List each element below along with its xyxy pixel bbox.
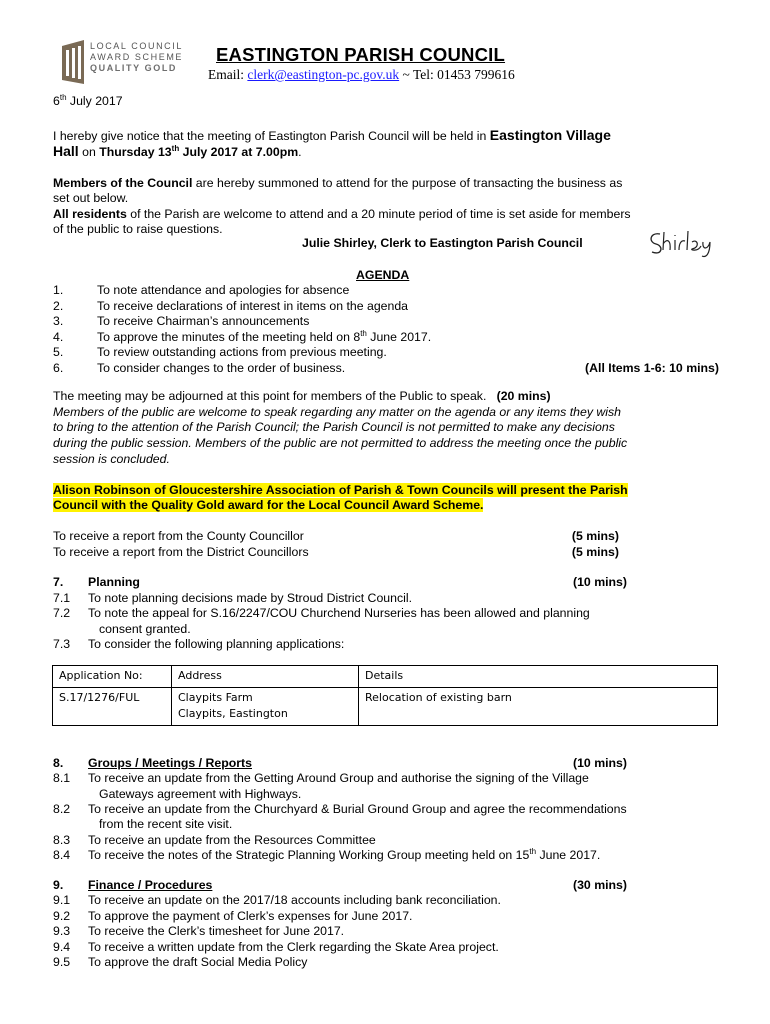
- planning-heading: Planning: [88, 575, 140, 589]
- application-address: Claypits Farm Claypits, Eastington: [172, 688, 359, 726]
- finance-item: To approve the draft Social Media Policy: [88, 955, 308, 969]
- header-details: Details: [359, 666, 718, 688]
- members-line-2: set out below.: [53, 191, 129, 205]
- planning-section: 7. Planning (10 mins) 7.1 To note planning decisions made by Stroud District Council. 7.2 To note the appeal for S.16/2247/COU Churchend Nurseries has been allowed and planning consent granted. 7.3 To consider the following planning applications:: [53, 575, 627, 651]
- public-notice-line: to bring to the attention of the Parish Council; the Parish Council is not permitted to make any decisions: [53, 420, 615, 434]
- application-details: Relocation of existing barn: [359, 688, 718, 726]
- planning-item-cont: consent granted.: [99, 621, 191, 636]
- residents-line-1: All residents of the Parish are welcome to attend and a 20 minute period of time is set aside for members: [53, 207, 631, 221]
- planning-item: To consider the following planning applications:: [88, 637, 345, 651]
- groups-item: To receive an update from the Churchyard & Burial Ground Group and agree the recommendations: [88, 801, 627, 816]
- table-header-row: [53, 666, 718, 688]
- district-report-time: (5 mins): [571, 544, 619, 559]
- header-address: Address: [172, 666, 359, 688]
- finance-heading: Finance / Procedures: [88, 878, 213, 892]
- award-announcement-line: Council with the Quality Gold award for the Local Council Award Scheme.: [53, 498, 484, 512]
- logo-text: [90, 41, 183, 74]
- planning-item: To note the appeal for S.16/2247/COU Churchend Nurseries has been allowed and planning: [88, 606, 590, 620]
- groups-heading: Groups / Meetings / Reports: [88, 756, 252, 770]
- agenda-items-time: (All Items 1-6: 10 mins): [585, 360, 719, 375]
- groups-item: To receive the notes of the Strategic Planning Working Group meeting held on 15th June 2017.: [88, 846, 601, 862]
- clerk-signature: [646, 228, 718, 258]
- logo-line-1: LOCAL COUNCIL: [90, 41, 183, 51]
- groups-item-cont: Gateways agreement with Highways.: [99, 786, 302, 801]
- residents-line-2: of the public to raise questions.: [53, 222, 223, 236]
- finance-item: To approve the payment of Clerk’s expenses for June 2017.: [88, 908, 413, 923]
- finance-section: 9. Finance / Procedures (30 mins) 9.1 To receive an update on the 2017/18 accounts including bank reconciliation. 9.2 To approve the payment of Clerk’s expenses for June 2017. 9.3 To receive the Clerk’s timesheet for June 2017. 9.4 To receive a written update from the Clerk regarding the Skate Area project. 9.5 To approve the draft Social Media Policy: [53, 878, 627, 969]
- notice-date: 6th July 2017: [53, 92, 123, 108]
- finance-item: To receive a written update from the Clerk regarding the Skate Area project.: [88, 939, 499, 954]
- header-application-no: Application No:: [53, 666, 172, 688]
- agenda-heading: AGENDA: [356, 268, 410, 282]
- public-notice-line: session is concluded.: [53, 452, 170, 466]
- members-line-1: Members of the Council are hereby summoned to attend for the purpose of transacting the business as: [53, 176, 623, 190]
- planning-applications-table: [52, 665, 718, 726]
- award-announcement-line: Alison Robinson of Gloucestershire Association of Parish & Town Councils will present the Parish: [53, 483, 628, 497]
- county-report: To receive a report from the County Councillor: [53, 529, 304, 543]
- award-scheme-logo-icon: [60, 40, 86, 84]
- planning-time: (10 mins): [573, 575, 627, 589]
- logo-line-3: QUALITY GOLD: [90, 63, 178, 73]
- clerk-signoff: Julie Shirley, Clerk to Eastington Parish Council: [302, 236, 583, 250]
- finance-time: (30 mins): [573, 878, 627, 892]
- quality-gold-logo: [60, 40, 200, 84]
- county-report-time: (5 mins): [571, 529, 619, 543]
- application-number: S.17/1276/FUL: [53, 688, 172, 726]
- groups-section: 8. Groups / Meetings / Reports (10 mins) 8.1 To receive an update from the Getting Around Group and authorise the signing of the Village Gateways agreement with Highways. 8.2 To receive an update from the Churchyard & Burial Ground Group and agree the recommendations from the recent site visit. 8.3 To receive an update from the Resources Committee 8.4 To receive the notes of the Strategic Planning Working Group meeting held on 15th June 2017.: [53, 756, 627, 862]
- district-report: To receive a report from the District Councillors: [53, 544, 309, 559]
- email-label: Email:: [208, 67, 248, 82]
- contact-line: [208, 67, 515, 83]
- adjourn-line: The meeting may be adjourned at this point for members of the Public to speak. (20 mins): [53, 389, 551, 403]
- notice-line-2: Hall on Thursday 13th July 2017 at 7.00pm.: [53, 143, 302, 159]
- finance-item: To receive the Clerk’s timesheet for June 2017.: [88, 924, 345, 939]
- public-notice-line: Members of the public are welcome to speak regarding any matter on the agenda or any items they wish: [53, 405, 622, 419]
- agenda-list: 1. To note attendance and apologies for absence 2. To receive declarations of interest in items on the agenda 3. To receive Chairman’s announcements 4. To approve the minutes of the meeting held on 8th June 2017. 5. To review outstanding actions from previous meeting. 6. To consider changes to the order of business. (All Items 1-6: 10 mins): [53, 283, 719, 375]
- email-link[interactable]: clerk@eastington-pc.gov.uk: [247, 67, 400, 82]
- document-title: EASTINGTON PARISH COUNCIL: [216, 44, 506, 65]
- groups-item: To receive an update from the Getting Around Group and authorise the signing of the Village: [88, 771, 589, 786]
- logo-line-2: AWARD SCHEME: [90, 52, 184, 62]
- groups-item: To receive an update from the Resources Committee: [88, 832, 376, 847]
- groups-item-cont: from the recent site visit.: [99, 817, 233, 832]
- planning-item: To note planning decisions made by Stroud District Council.: [88, 590, 412, 605]
- councillor-reports: [53, 529, 619, 561]
- finance-item: To receive an update on the 2017/18 accounts including bank reconciliation.: [88, 893, 501, 908]
- telephone: ~ Tel: 01453 799616: [399, 67, 515, 82]
- groups-time: (10 mins): [573, 756, 627, 770]
- notice-line-1: I hereby give notice that the meeting of Eastington Parish Council will be held in Eastington Village: [53, 127, 611, 143]
- table-row: [53, 688, 718, 726]
- public-notice-line: during the public session. Members of the public are not permitted to address the meeting once the public: [53, 436, 628, 450]
